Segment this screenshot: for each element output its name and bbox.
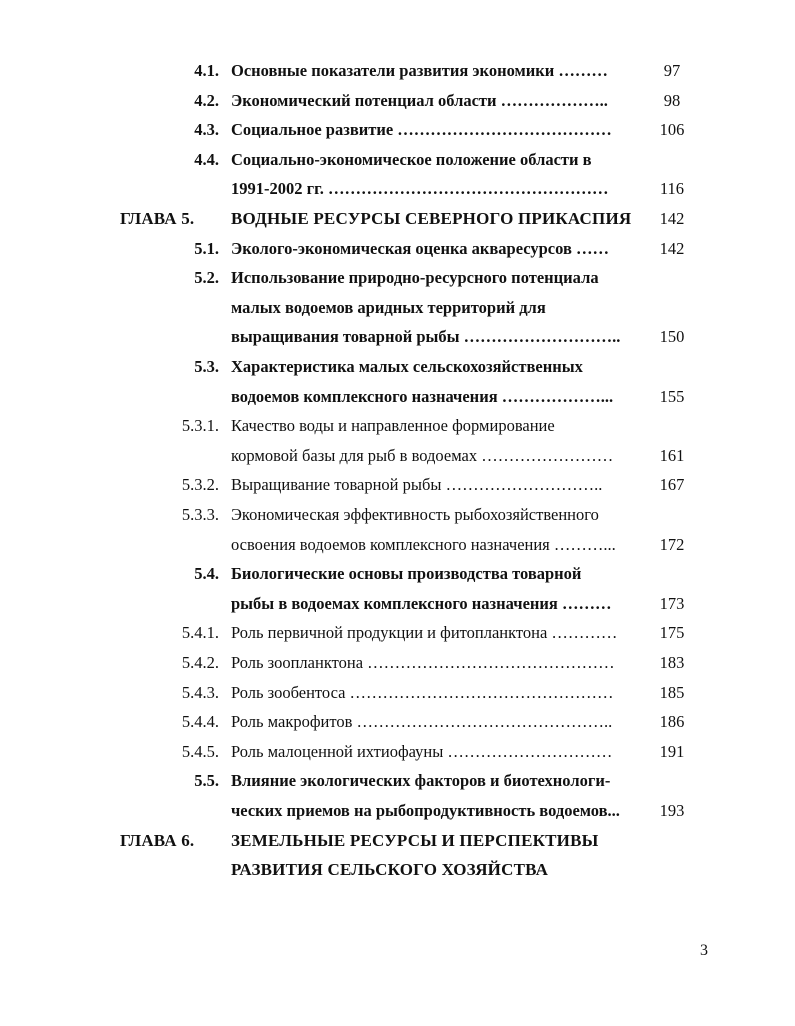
toc-entry-title: Роль зоопланктона ……………………………………… (231, 653, 615, 672)
toc-entry-page: 142 (659, 209, 685, 228)
toc-entry-number: 4.3. (194, 120, 219, 140)
toc-entry-title: Экономический потенциал области ……………….. (231, 90, 608, 110)
toc-entry-page: 97 (663, 61, 681, 80)
toc-entry-title: Эколого-экономическая оценка акваресурсов …… (231, 238, 609, 258)
toc-entry-title: водоемов комплексного назначения ………………... (231, 386, 614, 406)
toc-entry-number: 5.4. (194, 564, 219, 584)
toc-entry-page: 172 (659, 534, 685, 554)
page-number: 3 (700, 942, 708, 959)
toc-entry-title: Биологические основы производства товарной (231, 564, 582, 584)
toc-entry-number: 5.4.3. (181, 682, 219, 702)
toc-entry-number: 5.4.1. (181, 623, 219, 643)
toc-entry-title: Роль малоценной ихтиофауны ………………………… (231, 741, 613, 761)
toc-entry-page: 116 (659, 179, 685, 199)
toc-entry-page: 191 (659, 741, 685, 761)
toc-entry-page: 106 (659, 120, 685, 140)
toc-entry-page: 167 (659, 475, 685, 495)
toc-entry-number: 4.1. (194, 61, 219, 80)
toc-entry-number: 5.4.5. (181, 741, 219, 761)
toc-entry-page: 155 (659, 386, 685, 406)
toc-entry-number: 5.3. (194, 357, 219, 376)
toc-entry-number: 5.3.1. (181, 416, 219, 436)
toc-entry-title: 1991-2002 гг. …………………………………………… (231, 179, 609, 199)
toc-entry-page: 142 (659, 238, 685, 258)
toc-entry-title: РАЗВИТИЯ СЕЛЬСКОГО ХОЗЯЙСТВА (231, 860, 549, 880)
toc-entry-page: 173 (659, 593, 685, 613)
toc-entry-title: ЗЕМЕЛЬНЫЕ РЕСУРСЫ И ПЕРСПЕКТИВЫ (231, 830, 599, 850)
toc-entry-page: 150 (659, 327, 685, 347)
toc-entry-title: Экономическая эффективность рыбохозяйственного (231, 505, 599, 524)
toc-entry-title: кормовой базы для рыб в водоемах …………………… (231, 445, 614, 465)
toc-entry-number: 5.2. (194, 268, 219, 288)
toc-entry-page: 183 (659, 653, 685, 672)
toc-entry-title: Использование природно-ресурсного потенциала (231, 268, 599, 288)
toc-entry-number: 5.5. (194, 771, 219, 791)
toc-entry-title: Социальное развитие ………………………………… (231, 120, 612, 140)
toc-entry-number: 5.4.2. (181, 653, 219, 672)
toc-entry-page: 161 (659, 445, 685, 465)
toc-entry-number: ГЛАВА 5. (120, 209, 195, 228)
toc-entry-number: 5.1. (194, 238, 219, 258)
toc-entry-number: 5.4.4. (181, 712, 219, 732)
toc-entry-page: 186 (659, 712, 685, 732)
toc-entry-title: Социально-экономическое положение области в (231, 149, 592, 169)
toc-entry-title: ВОДНЫЕ РЕСУРСЫ СЕВЕРНОГО ПРИКАСПИЯ (231, 209, 632, 228)
toc-entry-title: рыбы в водоемах комплексного назначения ……… (231, 593, 612, 613)
toc-entry-title: Выращивание товарной рыбы ……………………….. (231, 475, 603, 495)
toc-entry-title: Роль макрофитов ……………………………………….. (231, 712, 613, 732)
toc-entry-title: освоения водоемов комплексного назначения ………... (231, 534, 616, 554)
toc-entry-page: 98 (663, 90, 681, 110)
toc-entry-number: 5.3.2. (181, 475, 219, 495)
toc-entry-number: 4.2. (194, 90, 219, 110)
toc-entry-title: Влияние экологических факторов и биотехнологи- (231, 771, 611, 791)
toc-entry-title: Роль зообентоса ………………………………………… (231, 682, 614, 702)
toc-entry-title: малых водоемов аридных территорий для (231, 297, 546, 317)
toc-entry-page: 175 (659, 623, 685, 643)
toc-entry-title: Роль первичной продукции и фитопланктона ………… (231, 623, 618, 643)
toc-entry-title: Качество воды и направленное формирование (231, 416, 555, 436)
toc-entry-number: ГЛАВА 6. (120, 830, 195, 850)
toc-entry-title: Основные показатели развития экономики ……… (231, 61, 608, 80)
toc-entry-number: 4.4. (194, 149, 219, 169)
toc-entry-title: выращивания товарной рыбы ……………………….. (231, 327, 621, 347)
toc-entry-title: Характеристика малых сельскохозяйственных (231, 357, 583, 376)
toc-entry-title: ческих приемов на рыбопродуктивность водоемов... (231, 801, 620, 820)
toc-entry-page: 193 (659, 801, 685, 820)
toc-entry-page: 185 (659, 682, 685, 702)
toc-entry-number: 5.3.3. (181, 505, 219, 524)
